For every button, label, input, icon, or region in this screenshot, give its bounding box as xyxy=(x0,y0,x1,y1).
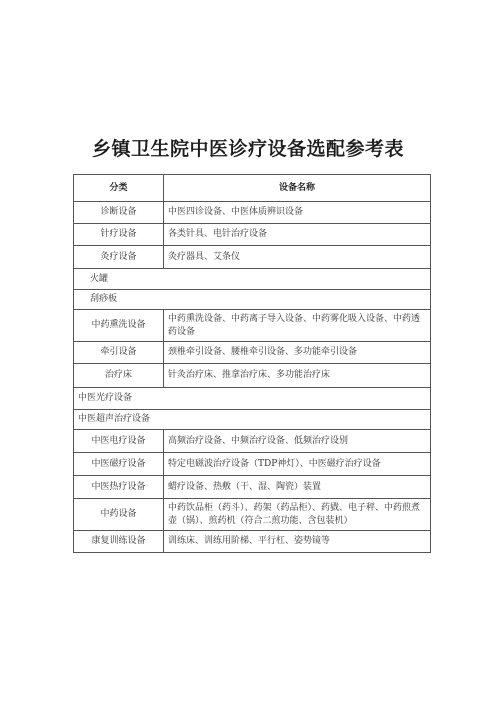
row-category: 中医热疗设备 xyxy=(74,476,164,499)
row-category: 中药设备 xyxy=(74,499,164,531)
row-equipment: 灸疗器具、艾条仪 xyxy=(164,246,431,269)
equipment-table xyxy=(73,174,431,553)
table-row xyxy=(74,290,431,310)
table-row xyxy=(74,476,431,499)
row-equipment: 中药饮品柜（药斗）、药架（药品柜）、药戥、电子秤、中药煎煮壶（锅）、煎药机（符合二煎功能、含包装机） xyxy=(164,499,431,531)
row-category: 中医电疗设备 xyxy=(74,430,164,453)
table-row xyxy=(74,364,431,388)
row-equipment: 颈椎牵引设备、腰椎牵引设备、多功能牵引设备 xyxy=(164,342,431,364)
table-row xyxy=(74,202,431,224)
row-equipment: 中医四诊设备、中医体质辨识设备 xyxy=(164,202,431,224)
row-equipment: 高频治疗设备、中频治疗设备、低频治疗设别 xyxy=(164,430,431,453)
row-full-label: 中医光疗设备 xyxy=(74,388,431,410)
row-category: 诊断设备 xyxy=(74,202,164,224)
row-equipment: 特定电磁波治疗设备（TDP神灯）、中医磁疗治疗设备 xyxy=(164,453,431,476)
row-category: 中医磁疗设备 xyxy=(74,453,164,476)
table-row xyxy=(74,499,431,531)
header-category: 分类 xyxy=(74,175,164,202)
row-equipment: 训练床、训练用阶梯、平行杠、姿势镜等 xyxy=(164,531,431,553)
table-row xyxy=(74,310,431,342)
row-equipment: 蜡疗设备、热敷（干、湿、陶瓷）装置 xyxy=(164,476,431,499)
table-row xyxy=(74,388,431,410)
row-full-label: 中医超声治疗设备 xyxy=(74,410,431,430)
row-equipment: 针灸治疗床、推拿治疗床、多功能治疗床 xyxy=(164,364,431,388)
row-category: 灸疗设备 xyxy=(74,246,164,269)
row-full-label: 刮痧板 xyxy=(74,290,431,310)
row-category: 中药熏洗设备 xyxy=(74,310,164,342)
table-row xyxy=(74,430,431,453)
row-category: 针疗设备 xyxy=(74,224,164,246)
row-category: 康复训练设备 xyxy=(74,531,164,553)
page-title: 乡镇卫生院中医诊疗设备选配参考表 xyxy=(91,138,404,160)
row-equipment: 各类针具、电针治疗设备 xyxy=(164,224,431,246)
row-category: 治疗床 xyxy=(74,364,164,388)
table-row xyxy=(74,269,431,290)
table-row xyxy=(74,410,431,430)
table-row xyxy=(74,224,431,246)
table-row xyxy=(74,342,431,364)
row-equipment: 中药熏洗设备、中药离子导入设备、中药雾化吸入设备、中药透药设备 xyxy=(164,310,431,342)
table-header-row xyxy=(74,175,431,202)
header-equipment: 设备名称 xyxy=(164,175,431,202)
table-row xyxy=(74,453,431,476)
table-row xyxy=(74,531,431,553)
row-category: 牵引设备 xyxy=(74,342,164,364)
row-full-label: 火罐 xyxy=(74,269,431,290)
table-row xyxy=(74,246,431,269)
